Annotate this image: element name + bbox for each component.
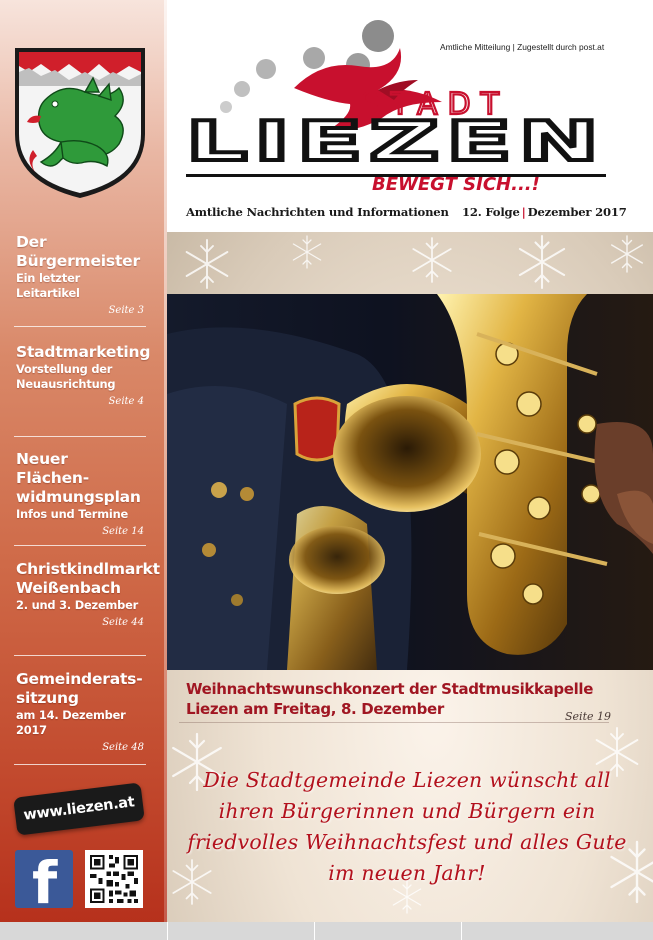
toc-title: Der Bürgermeister <box>16 233 140 270</box>
delivery-note: Amtliche Mitteilung | Zugestellt durch post.at <box>440 42 605 52</box>
toc-divider <box>14 436 146 437</box>
toc-subtitle: Vorstellung der Neuausrichtung <box>16 362 116 391</box>
toc-divider <box>14 764 146 765</box>
toc-page: Seite 3 <box>108 305 144 316</box>
toc-item-buergermeister[interactable] <box>16 233 144 317</box>
toc-page: Seite 44 <box>102 617 144 628</box>
toc-item-flaechenwidmungsplan[interactable] <box>16 450 144 538</box>
stadt-liezen-logo <box>182 10 622 200</box>
toc-divider <box>14 545 146 546</box>
toc-divider <box>14 655 146 656</box>
sidebar <box>0 0 167 940</box>
svg-text:STADT: STADT <box>362 87 509 122</box>
toc-subtitle: Ein letzter Leitartikel <box>16 271 81 300</box>
toc-subtitle: Infos und Termine <box>16 507 129 521</box>
facebook-icon[interactable] <box>15 850 73 908</box>
headline-divider <box>179 722 609 723</box>
toc-page: Seite 4 <box>108 396 144 407</box>
toc-subtitle: am 14. Dezember 2017 <box>16 708 126 737</box>
toc-page: Seite 48 <box>102 742 144 753</box>
toc-title: Christkindlmarkt Weißenbach <box>16 560 160 597</box>
toc-divider <box>14 326 146 327</box>
issue-number: 12. Folge <box>462 205 520 219</box>
toc-item-gemeinderatssitzung[interactable] <box>16 670 144 754</box>
toc-page: Seite 14 <box>102 526 144 537</box>
toc-title: Gemeinderats-sitzung <box>16 670 143 707</box>
toc-title: Stadtmarketing <box>16 343 151 361</box>
website-link[interactable] <box>13 782 145 835</box>
cover-headline: Weihnachtswunschkonzert der Stadtmusikkapelle Liezen am Freitag, 8. Dezember <box>186 680 594 718</box>
issue-date: Dezember 2017 <box>527 205 627 219</box>
facebook-letter: f <box>32 850 58 908</box>
subline: Amtliche Nachrichten und Informationen <box>186 205 449 219</box>
saxophone-photo <box>167 294 653 670</box>
toc-title: Neuer Flächen-widmungsplan <box>16 450 141 506</box>
qr-code-icon[interactable] <box>85 850 143 908</box>
cover-headline-page: Seite 19 <box>565 710 611 723</box>
coat-of-arms-icon <box>11 42 149 202</box>
bottom-strip <box>0 922 653 940</box>
christmas-greeting: Die Stadtgemeinde Liezen wünscht all ihren Bürgerinnen und Bürgern ein friedvolles Weihnachtsfest und alles Gute im neuen Jahr! <box>187 768 627 885</box>
website-label: www.liezen.at <box>22 794 136 824</box>
svg-text:BEWEGT SICH...!: BEWEGT SICH...! <box>372 174 540 195</box>
issue-info: 12. Folge | Dezember 2017 <box>462 205 627 219</box>
toc-item-christkindlmarkt[interactable] <box>16 560 160 629</box>
svg-text:LIEZEN: LIEZEN <box>186 110 606 173</box>
toc-item-stadtmarketing[interactable] <box>16 343 151 408</box>
cover-area <box>167 232 653 922</box>
toc-subtitle: 2. und 3. Dezember <box>16 598 139 612</box>
